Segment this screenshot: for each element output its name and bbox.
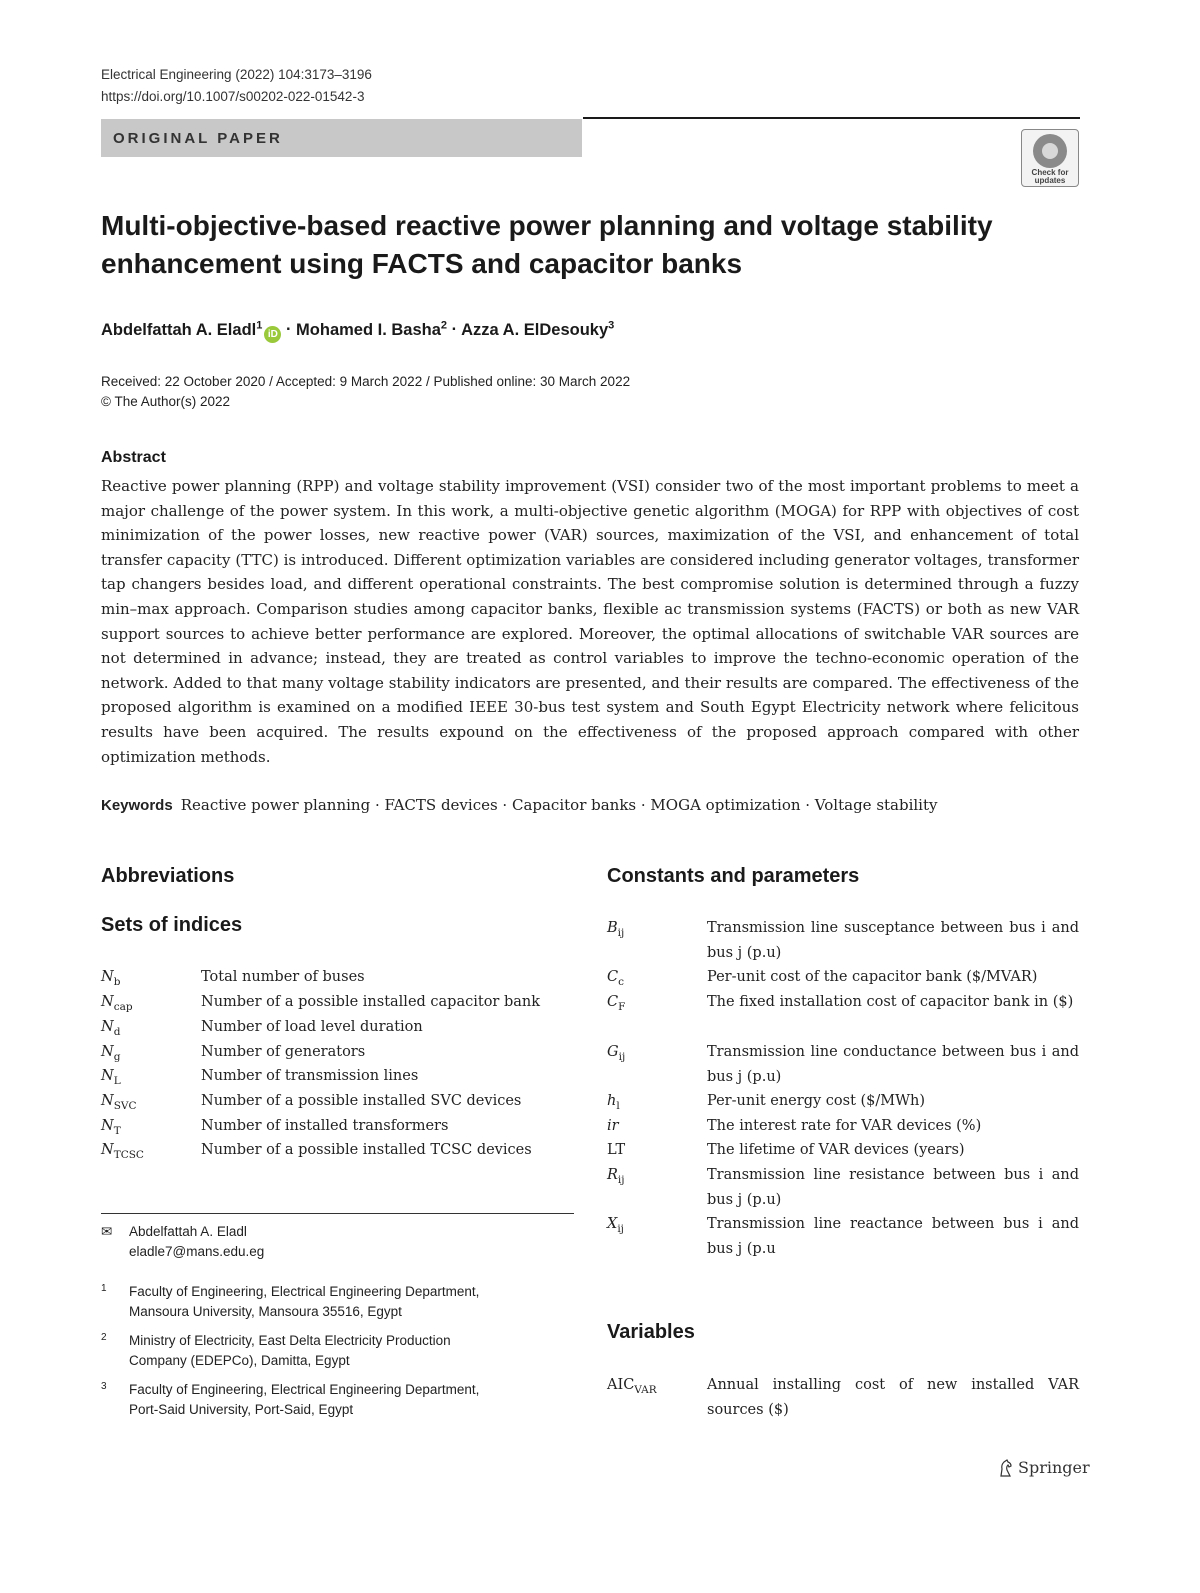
crossmark-icon [1033,134,1067,168]
affiliation-line-1: Faculty of Engineering, Electrical Engineering Department, [129,1284,480,1299]
crossmark-label-1: Check for [1031,168,1069,177]
journal-citation: Electrical Engineering (2022) 104:3173–3196 [101,67,372,82]
index-definition: Total number of buses [201,969,365,985]
copyright-notice: © The Author(s) 2022 [101,394,231,409]
contact-email[interactable]: eladle7@mans.edu.eg [129,1244,265,1259]
constant-symbol-subscript: ij [618,1050,626,1063]
author-separator: · [447,320,462,339]
index-definition: Number of transmission lines [201,1068,419,1084]
orcid-icon[interactable]: iD [264,326,281,343]
constant-symbol [607,1040,625,1069]
constant-symbol-base: C [607,994,619,1010]
envelope-icon: ✉ [101,1224,113,1239]
constant-definition: Per-unit cost of the capacitor bank ($/MVAR) [707,969,1038,985]
constant-symbol-base: R [607,1167,618,1183]
index-symbol-subscript: SVC [113,1099,137,1112]
index-symbol-subscript: d [113,1025,121,1038]
constant-symbol-base: ir [607,1118,619,1134]
affiliation-line-2: Port-Said University, Port-Said, Egypt [129,1402,354,1417]
doi-link[interactable]: https://doi.org/10.1007/s00202-022-01542-3 [101,89,365,104]
index-symbol-subscript: cap [113,1000,133,1013]
constant-symbol [607,1212,624,1241]
constant-symbol-subscript: ij [617,1222,624,1235]
index-definition: Number of a possible installed capacitor bank [201,994,541,1010]
paper-title: Multi-objective-based reactive power planning and voltage stability enhancement using FACTS and capacitor banks [101,210,993,279]
affiliation-line-1: Ministry of Electricity, East Delta Electricity Production [129,1333,451,1348]
sets-of-indices-heading: Sets of indices [101,914,243,936]
index-definition: Number of a possible installed TCSC devices [201,1142,532,1158]
abstract-heading: Abstract [101,449,166,466]
constant-symbol-base: LT [607,1142,626,1158]
publisher-logo [998,1458,1090,1477]
constant-symbol [607,990,625,1019]
index-symbol-subscript: b [113,975,121,988]
constant-symbol-subscript: c [618,975,624,988]
affiliation-line-2: Company (EDEPCo), Damitta, Egypt [129,1353,350,1368]
index-symbol-base: N [101,1142,114,1158]
keywords-label: Keywords [101,797,173,814]
index-symbol-base: N [101,1068,114,1084]
author-3-name: Azza A. ElDesouky [461,320,609,339]
constant-symbol [607,1163,625,1192]
constant-definition: The fixed installation cost of capacitor bank in ($) [707,994,1074,1010]
author-list [101,312,614,343]
constant-definition: Transmission line susceptance between bus i and bus j (p.u) [707,920,1079,961]
index-symbol-subscript: L [113,1074,121,1087]
abbreviations-heading: Abbreviations [101,865,235,887]
history-dates: Received: 22 October 2020 / Accepted: 9 March 2022 / Published online: 30 March 2022 [101,374,631,389]
index-definition: Number of load level duration [201,1019,423,1035]
author-1-name: Abdelfattah A. Eladl [101,320,257,339]
constants-heading: Constants and parameters [607,865,860,887]
constant-symbol-base: h [607,1093,617,1109]
constant-symbol-base: B [607,920,618,936]
author-1[interactable] [101,321,262,339]
index-symbol [101,1138,144,1167]
springer-horse-icon [998,1459,1014,1477]
index-symbol-base: N [101,1019,114,1035]
index-symbol-base: N [101,969,114,985]
index-symbol-subscript: TCSC [113,1148,144,1161]
constant-symbol-subscript: ij [617,1173,625,1186]
publisher-name: Springer [1018,1458,1090,1477]
constant-symbol-base: C [607,969,619,985]
author-3[interactable] [461,321,614,339]
corresponding-author [101,1222,264,1262]
author-2[interactable] [296,321,447,339]
index-symbol-subscript: T [113,1124,121,1137]
affiliation-line-2: Mansoura University, Mansoura 35516, Egypt [129,1304,402,1319]
footnote-rule [101,1213,574,1214]
affiliation-number: 2 [101,1332,107,1343]
affiliation-line-1: Faculty of Engineering, Electrical Engineering Department, [129,1382,480,1397]
variable-symbol-base: AIC [607,1377,635,1393]
header-rule [583,117,1080,119]
index-definition: Number of a possible installed SVC devices [201,1093,522,1109]
constant-definition: Transmission line resistance between bus i and bus j (p.u) [707,1167,1079,1208]
variables-heading: Variables [607,1321,695,1343]
affiliation-number: 3 [101,1381,107,1392]
constant-symbol-subscript: l [616,1099,620,1112]
journal-info [101,64,372,108]
constant-definition: The lifetime of VAR devices (years) [707,1142,965,1158]
article-type-badge: ORIGINAL PAPER [101,119,582,157]
keywords-list: Reactive power planning · FACTS devices · Capacitor banks · MOGA optimization · Voltage stability [180,796,938,814]
affiliation-2 [101,1331,451,1371]
affiliation-3 [101,1380,479,1420]
affiliation-1 [101,1282,479,1322]
index-symbol-base: N [101,1118,114,1134]
keywords [101,794,937,817]
constant-symbol-subscript: ij [617,926,625,939]
index-symbol-base: N [101,994,114,1010]
constant-definition: Transmission line reactance between bus i and bus j (p.u [707,1216,1079,1257]
constant-definition: The interest rate for VAR devices (%) [707,1118,982,1134]
affiliation-number: 1 [101,1283,107,1294]
contact-name: Abdelfattah A. Eladl [129,1224,247,1239]
index-symbol-base: N [101,1044,114,1060]
constant-symbol-base: G [607,1044,619,1060]
index-symbol-base: N [101,1093,114,1109]
author-2-affiliation: 2 [440,319,448,331]
author-2-name: Mohamed I. Basha [296,320,441,339]
constant-symbol-base: X [607,1216,618,1232]
constant-definition: Per-unit energy cost ($/MWh) [707,1093,926,1109]
author-3-affiliation: 3 [608,319,615,331]
index-definition: Number of generators [201,1044,366,1060]
author-1-affiliation: 1 [256,319,263,331]
index-definition: Number of installed transformers [201,1118,449,1134]
variable-definition: Annual installing cost of new installed VAR sources ($) [707,1377,1079,1418]
publication-dates [101,372,630,412]
constant-symbol [607,916,624,945]
constant-definition: Transmission line conductance between bus i and bus j (p.u) [707,1044,1079,1085]
abstract-text: Reactive power planning (RPP) and voltage stability improvement (VSI) consider two of the most important problems to meet a major challenge of the power system. In this work, a multi-objective genetic algorithm (MOGA) for RPP with objectives of cost minimization of the power losses, new reactive power (VAR) sources, maximization of the VSI, and enhancement of total transfer capacity (TTC) is introduced. Different optimization variables are considered including generator voltages, transformer tap changers besides load, and different operational constraints. The best compromise solution is determined through a fuzzy min–max approach. Comparison studies among capacitor banks, flexible ac transmission systems (FACTS) or both as new VAR support sources to achieve better performance are explored. Moreover, the optimal allocations of switchable VAR sources are not determined in advance; instead, they are treated as control variables to improve the techno-economic operation of the network. Added to that many voltage stability indicators are presented, and their results are compared. The effectiveness of the proposed algorithm is examined on a modified IEEE 30-bus test system and South Egypt Electricity network where felicitous results have been acquired. The results expound on the effectiveness of the proposed approach compared with other optimization methods. [101,477,1079,766]
check-for-updates-button[interactable] [1021,129,1079,187]
crossmark-label-2: updates [1034,176,1066,185]
variable-symbol-subscript: VAR [634,1383,657,1396]
constant-symbol-subscript: F [618,1000,626,1013]
index-symbol-subscript: g [113,1050,121,1063]
variable-symbol [607,1373,657,1402]
author-separator: · [281,320,297,339]
